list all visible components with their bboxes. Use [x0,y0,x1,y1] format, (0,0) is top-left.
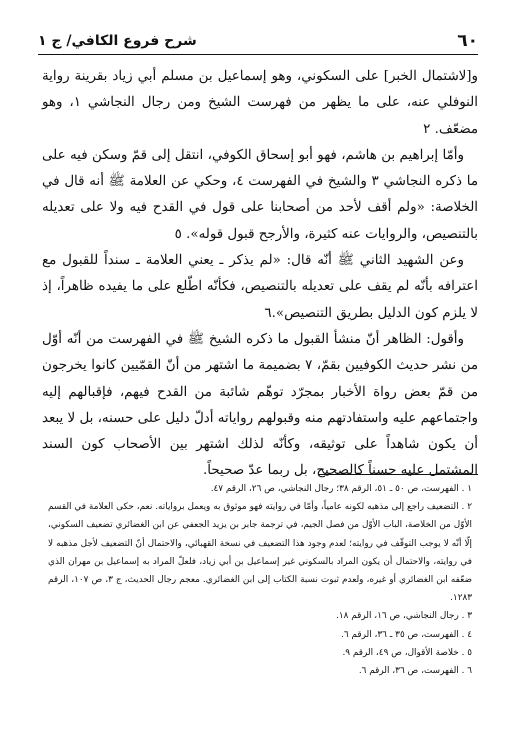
footnote-line: أنّ التضعيف لأجل مذهبه لا في روايته، والاحتمال أن يكون المراد بالسكوني غير إسماعيل بن أبي زياد، فلعلّ [48,538,473,567]
paragraph-1 [42,64,478,143]
footnote-line: القسم الأوّل من الخلاصة، الباب الأوّل من فصل الجيم، في ترجمة جابر بن يزيد الجعفي عن ابن الغضائري [48,502,472,531]
text-line: بل ربما عدّ صحيحاً. [203,463,308,479]
text-line: لم يقف على تعديله بالتنصيص، فكأنّه اطّلع على ما يفيده ظاهراً، إذ لا يلزم كون الدليل [42,279,478,321]
text-line: ذكره النجاشي ٣ والشيخ في الفهرست ٤، وحكي عن العلامة ﷺ أنه قال في الخلاصة: «ولم [42,174,478,216]
text-line: رواة الأخبار بمجرّد توهّم شائبة من القدح فيهم، فإقبالهم إليه واجتماعهم عليه [42,384,478,426]
paragraph-4 [42,327,478,485]
footnote-1: ١ . الفهرست، ص ٥٠ ـ ٥١، الرقم ٣٨؛ رجال النجاشي، ص ٢٦، الرقم ٤٧. [210,484,472,494]
text-line: واستفادتهم منه وقبولهم رواياته أدلّ دليل على حسنه، بل لا يبعد أن يكون شاهداً على [42,410,478,453]
footnotes [48,480,478,680]
footnote-5: ٥ . خلاصة الأقوال، ص ٤٩، الرقم ٩. [342,647,472,658]
footnote-rule [318,474,478,475]
footnote-2 [48,498,478,607]
text-line: وعن الشهيد الثاني ﷺ أنّه قال: «لم يذكر ـ يعني العلامة ـ سنداً للقبول مع اعترافه بأنّه [42,253,478,295]
main-text [42,64,478,485]
text-line: بطريق التنصيص».٦ [264,305,374,321]
text-line: حديث الكوفيين بقمّ، ٧ بضميمة ما اشتهر من أنّ القمّيين كانوا يخرجون من قمّ بعض [42,358,478,400]
header-rule [38,54,478,55]
page-header [38,30,478,52]
page-number: ٦٠ [457,31,478,51]
footnote-line: معجم رجال الحديث، ج ٣، ص ١٠٧، الرقم ١٢٨٣. [48,575,472,604]
paragraph-2 [42,143,478,248]
text-line: النوفلي عنه، على ما يظهر من فهرست الشيخ ومن رجال النجاشي ١، وهو مضعّف. ٢ [42,95,478,137]
footnote-line: ٢ . التضعيف راجع إلى مذهبه لكونه عامياً، وأمّا في روايته فهو موثوق به ويعمل برواياته. نعم، حكى العلامة في [74,502,472,513]
footnote-3: ٣ . رجال النجاشي، ص ١٦، الرقم ١٨. [336,611,472,622]
text-line: أقف لأحد من أصحابنا على قول في القدح فيه ولا على تعديله بالتنصيص، [42,200,478,242]
text-line: والروايات عنه كثيرة، والأرجح قبول قوله». ٥ [174,226,418,242]
paragraph-3 [42,248,478,327]
text-line: وأمّا إبراهيم بن هاشم، فهو أبو إسحاق الكوفي، انتقل إلى قمّ وسكن فيه على ما [42,147,478,190]
footnote-line: المراد به إسماعيل بن مهران الذي ضعّفه ابن الغضائري أو غيره، ولعدم ثبوت نسبة الكتاب إلى ابن الغضائري. [48,556,472,586]
footnote-line: تضعيف السكوني، إلّا أنّه لا يوجب التوقّف في روايته؛ لعدم وجود هذا التضعيف في نسخة القهبائي، والاحتمال [48,520,472,549]
running-title: شرح فروع الكافي/ ج ١ [38,33,197,49]
footnote-4: ٤ . الفهرست، ص ٣٥ ـ ٣٦، الرقم ٦. [341,629,472,640]
text-line: وأقول: الظاهر أنّ منشأ القبول ما ذكره الشيخ ﷺ في الفهرست من أنّه أوّل من نشر [42,331,478,374]
footnote-6: ٦ . الفهرست، ص ٣٦، الرقم ٦. [358,666,472,677]
text-line: توثيقه، وكأنّه لذلك اشتهر بين الأصحاب كون السند المشتمل عليه حسناً كالصحيح، [42,437,478,479]
text-line: و[لاشتمال الخبر] على السكوني، وهو إسماعيل بن مسلم أبي زياد بقرينة رواية [42,69,478,84]
